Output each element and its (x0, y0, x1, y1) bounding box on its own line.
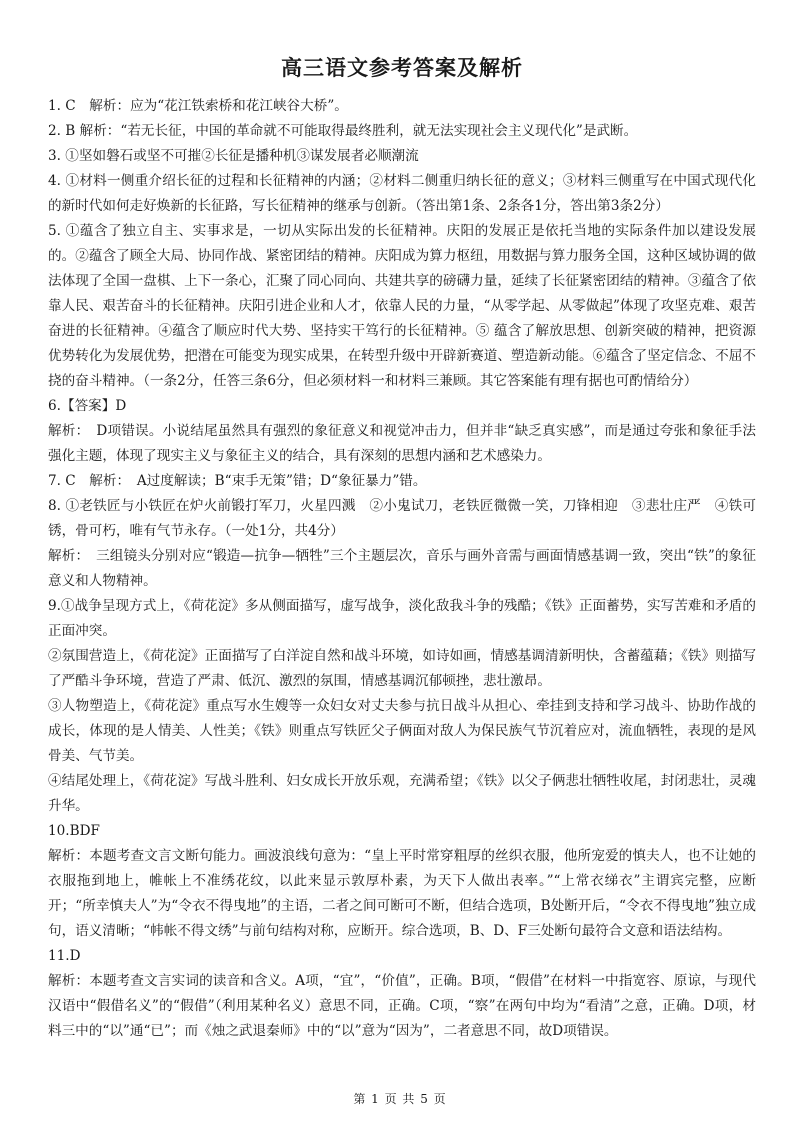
answer-q9-part4: ④结尾处理上，《荷花淀》写战斗胜利、妇女成长开放乐观，充满希望；《铁》以父子俩悲壮牺牲收尾，封闭悲壮，灵魂升华。 (48, 773, 756, 814)
answer-q5: 5. ①蕴含了独立自主、实事求是，一切从实际出发的长征精神。庆阳的发展正是依托当地的实际条件加以建设发展的。②蕴含了顾全大局、协同作战、紧密团结的精神。庆阳成为算力枢纽，用数据与算力服务全国，这种区域协调的做法体现了全国一盘棋、上下一条心，汇聚了同心同向、共建共享的磅礴力量，延续了长征紧密团结的精神。③蕴含了依靠人民、艰苦奋斗的长征精神。庆阳引进企业和人才，依靠人民的力量，“从零学起、从零做起”体现了攻坚克难、艰苦奋进的长征精神。④蕴含了顺应时代大势、坚持实干笃行的长征精神。⑤ 蕴含了解放思想、创新突破的精神，把资源优势转化为发展优势，把潜在可能变为现实成果，在转型升级中开辟新赛道、塑造新动能。⑥蕴含了坚定信念、不屈不挠的奋斗精神。（一条2分，任答三条6分，但必须材料一和材料三兼顾。其它答案能有理有据也可酌情给分） (48, 223, 756, 389)
answer-q10: 10.BDF (48, 823, 100, 839)
answer-q9-part1: 9.①战争呈现方式上，《荷花淀》多从侧面描写，虚写战争，淡化敌我斗争的残酷；《铁》正面蓄势，实写苦难和矛盾的正面冲突。 (48, 598, 756, 639)
analysis-q10: 解析：本题考查文言文断句能力。画波浪线句意为：“皇上平时常穿粗厚的丝织衣服，他所宠爱的慎夫人，也不让她的衣服拖到地上，帷帐上不准绣花纹，以此来显示敦厚朴素，为天下人做出表率。”“上常衣绨衣”主谓宾完整，应断开；“所幸慎夫人”为“令衣不得曳地”的主语，二者之间可断可不断，但结合选项，B处断开后，“令衣不得曳地”独立成句，语义清晰；“帏帐不得文绣”与前句结构对称，应断开。综合选项，B、D、F三处断句最符合文意和语法结构。 (48, 848, 756, 939)
answer-q9-part2: ②氛围营造上，《荷花淀》正面描写了白洋淀自然和战斗环境，如诗如画，情感基调清新明快，含蓄蕴藉；《铁》则描写了严酷斗争环境，营造了严肃、低沉、激烈的氛围，情感基调沉郁顿挫，悲壮激昂。 (48, 648, 756, 689)
page-footer: 第 1 页 共 5 页 (353, 1092, 447, 1106)
answer-q2: 2. B 解析：“若无长征，中国的革命就不可能取得最终胜利，就无法实现社会主义现代化”是武断。 (48, 123, 638, 139)
answer-q7: 7. C 解析： A过度解读；B“束手无策”错；D“象征暴力”错。 (48, 473, 427, 489)
answer-q1: 1. C 解析：应为“花江铁索桥和花江峡谷大桥”。 (48, 98, 348, 114)
answer-q8: 8. ①老铁匠与小铁匠在炉火前锻打军刀，火星四溅 ②小鬼试刀，老铁匠微微一笑，刀锋相迎 ③悲壮庄严 ④铁可锈，骨可朽，唯有气节永存。（一处1分，共4分） (48, 498, 756, 539)
analysis-q6: 解析： D项错误。小说结尾虽然具有强烈的象征意义和视觉冲击力，但并非“缺乏真实感”，而是通过夸张和象征手法强化主题，体现了现实主义与象征主义的结合，具有深刻的思想内涵和艺术感染力。 (48, 423, 756, 464)
answer-q9-part3: ③人物塑造上，《荷花淀》重点写水生嫂等一众妇女对丈夫参与抗日战斗从担心、牵挂到支持和学习战斗、协助作战的成长，体现的是人情美、人性美；《铁》则重点写铁匠父子俩面对敌人为保民族气节沉着应对，流血牺牲，表现的是风骨美、气节美。 (48, 698, 756, 764)
analysis-q8: 解析： 三组镜头分别对应“锻造—抗争—牺牲”三个主题层次，音乐与画外音需与画面情感基调一致，突出“铁”的象征意义和人物精神。 (48, 548, 756, 589)
answer-q4: 4. ①材料一侧重介绍长征的过程和长征精神的内涵；②材料二侧重归纳长征的意义；③材料三侧重写在中国式现代化的新时代如何走好焕新的长征路，写长征精神的继承与创新。（答出第1条、2条各1分，答出第3条2分） (48, 173, 756, 214)
page-title: 高三语文参考答案及解析 (281, 55, 523, 80)
answer-q11: 11.D (48, 948, 81, 964)
answer-q3: 3. ①坚如磐石或坚不可摧②长征是播种机③谋发展者必顺潮流 (48, 148, 419, 164)
analysis-q11: 解析：本题考查文言实词的读音和含义。A项，“宜”，“价值”，正确。B项，“假借”在材料一中指宽容、原谅，与现代汉语中“假借名义”的“假借”（利用某种名义）意思不同，正确。C项，“察”在两句中均为“看清”之意，正确。D项，材料三中的“以”通“已”；而《烛之武退秦师》中的“以”意为“因为”，二者意思不同，故D项错误。 (48, 973, 756, 1039)
answer-q6: 6.【答案】D (48, 398, 127, 414)
